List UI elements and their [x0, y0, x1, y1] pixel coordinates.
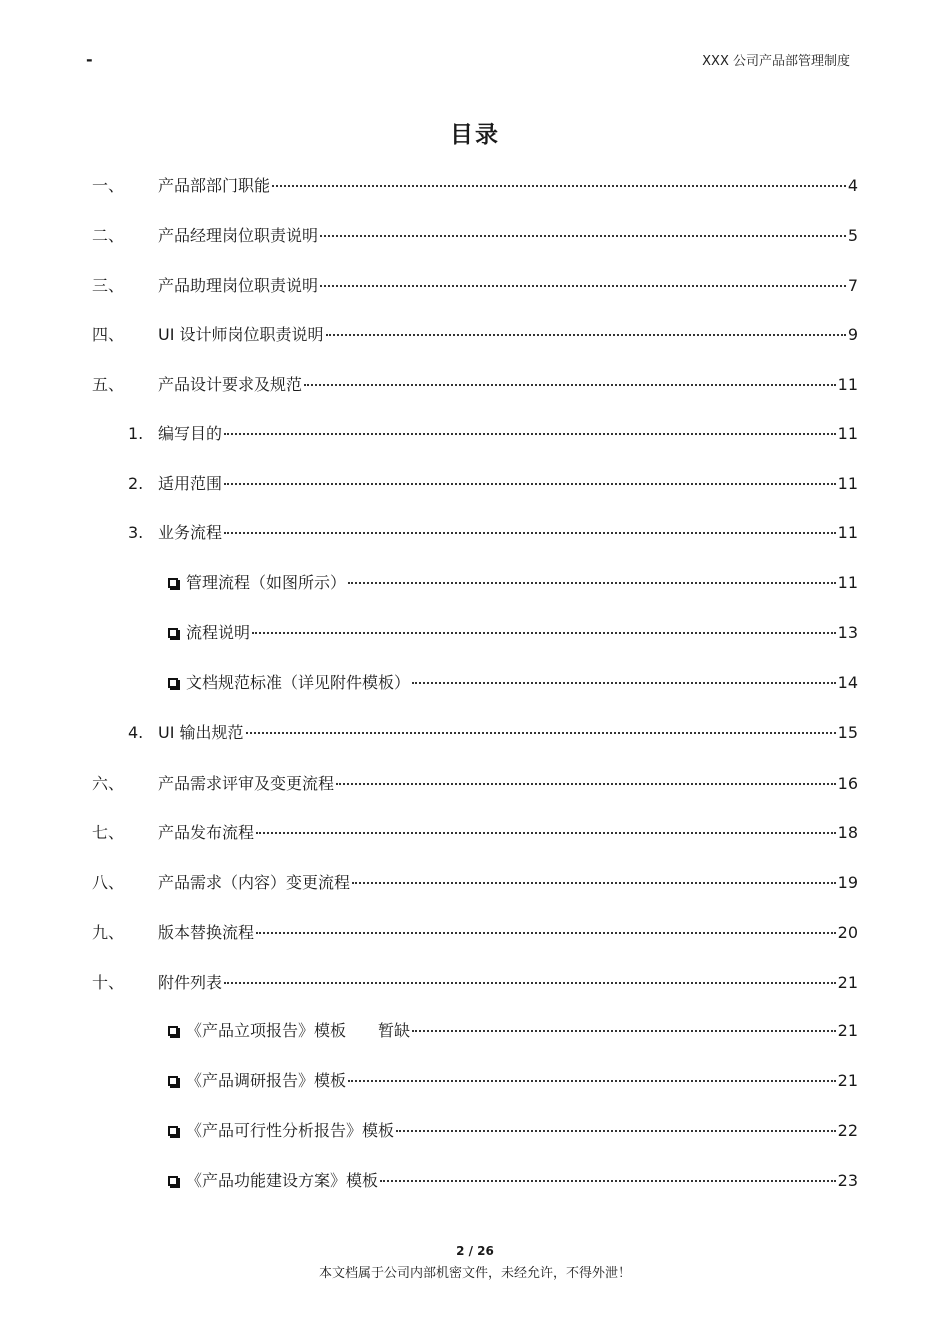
toc-entry[interactable]: [0, 872, 950, 894]
toc-entry-label: UI 输出规范: [158, 723, 244, 742]
toc-entry-page: 11: [837, 523, 858, 542]
checkbox-bullet-icon: [168, 1076, 178, 1086]
toc-entry-label: 产品设计要求及规范: [158, 375, 303, 394]
dot-leader: [336, 783, 836, 785]
toc-entry-page: 15: [837, 723, 858, 742]
toc-entry[interactable]: [0, 572, 950, 594]
toc-entry-label: 《产品调研报告》模板: [186, 1071, 347, 1090]
toc-entry-label: 产品助理岗位职责说明: [158, 276, 319, 295]
toc-entry-page: 13: [837, 623, 858, 642]
toc-entry-page: 11: [837, 375, 858, 394]
toc-entry-page: 14: [837, 673, 858, 692]
checkbox-bullet-icon: [168, 678, 178, 688]
page-number: 2 / 26: [456, 1244, 494, 1258]
page-title: 目录: [450, 122, 500, 148]
toc-entry-page: 7: [847, 276, 858, 295]
toc-entry[interactable]: [0, 972, 950, 994]
toc-entry-label: 适用范围: [158, 474, 223, 493]
toc-entry[interactable]: [0, 374, 950, 396]
toc-entry-number: 四、: [92, 325, 125, 344]
checkbox-bullet-icon: [168, 1026, 178, 1036]
toc-entry-number: 五、: [92, 375, 125, 394]
toc-entry-label: 管理流程（如图所示）: [186, 573, 347, 592]
toc-entry-label: 《产品可行性分析报告》模板: [186, 1121, 395, 1140]
toc-entry-label: 产品需求（内容）变更流程: [158, 873, 351, 892]
toc-entry-page: 21: [837, 973, 858, 992]
toc-entry[interactable]: [0, 225, 950, 247]
toc-entry-label: 《产品功能建设方案》模板: [186, 1171, 379, 1190]
toc-entry-number: 二、: [92, 226, 125, 245]
dot-leader: [224, 483, 836, 485]
dot-leader: [396, 1130, 836, 1132]
toc-entry[interactable]: [0, 175, 950, 197]
dot-leader: [320, 235, 846, 237]
dot-leader: [326, 334, 846, 336]
dot-leader: [272, 185, 846, 187]
dot-leader: [224, 433, 836, 435]
header-title: XXX 公司产品部管理制度: [702, 54, 850, 69]
toc-entry-label: 产品发布流程: [158, 823, 255, 842]
toc-entry-label: 产品经理岗位职责说明: [158, 226, 319, 245]
dot-leader: [380, 1180, 836, 1182]
toc-entry[interactable]: [0, 672, 950, 694]
toc-entry-page: 16: [837, 774, 858, 793]
toc-entry-page: 18: [837, 823, 858, 842]
toc-entry-page: 21: [837, 1071, 858, 1090]
toc-entry[interactable]: [0, 822, 950, 844]
dot-leader: [412, 1030, 836, 1032]
toc-entry-page: 11: [837, 573, 858, 592]
toc-entry[interactable]: [0, 423, 950, 445]
toc-entry[interactable]: [0, 1170, 950, 1192]
dot-leader: [252, 632, 836, 634]
toc-entry[interactable]: [0, 522, 950, 544]
toc-entry-page: 11: [837, 474, 858, 493]
toc-entry-page: 19: [837, 873, 858, 892]
toc-entry-page: 5: [847, 226, 858, 245]
dot-leader: [256, 832, 836, 834]
confidential-note: 本文档属于公司内部机密文件，未经允许，不得外泄！: [318, 1266, 631, 1281]
dot-leader: [224, 532, 836, 534]
toc-entry[interactable]: [0, 473, 950, 495]
toc-entry-label: 编写目的: [158, 424, 223, 443]
toc-entry-label: 《产品立项报告》模板 暂缺: [186, 1021, 411, 1040]
toc-entry-number: 一、: [92, 176, 125, 195]
toc-entry-label: UI 设计师岗位职责说明: [158, 325, 324, 344]
toc-entry-page: 22: [837, 1121, 858, 1140]
toc-entry[interactable]: [0, 324, 950, 346]
toc-entry-number: 六、: [92, 774, 125, 793]
toc-entry-number: 十、: [92, 973, 125, 992]
toc-entry-page: 4: [847, 176, 858, 195]
toc-entry-number: 九、: [92, 923, 125, 942]
toc-entry-number: 三、: [92, 276, 125, 295]
toc-entry[interactable]: [0, 275, 950, 297]
dot-leader: [224, 982, 836, 984]
toc-entry[interactable]: [0, 1020, 950, 1042]
toc-entry-number: 1.: [128, 424, 144, 443]
toc-entry-number: 八、: [92, 873, 125, 892]
toc-entry-label: 附件列表: [158, 973, 223, 992]
toc-entry-page: 20: [837, 923, 858, 942]
toc-entry-label: 业务流程: [158, 523, 223, 542]
toc-entry-label: 产品部部门职能: [158, 176, 271, 195]
dot-leader: [246, 732, 836, 734]
toc-entry-number: 3.: [128, 523, 144, 542]
toc-entry-number: 4.: [128, 723, 144, 742]
toc-entry[interactable]: [0, 773, 950, 795]
toc-entry-number: 2.: [128, 474, 144, 493]
toc-entry-label: 流程说明: [186, 623, 251, 642]
dot-leader: [352, 882, 836, 884]
toc-entry[interactable]: [0, 922, 950, 944]
checkbox-bullet-icon: [168, 578, 178, 588]
header-mark: -: [86, 50, 93, 69]
toc-entry[interactable]: [0, 722, 950, 744]
toc-entry[interactable]: [0, 622, 950, 644]
dot-leader: [348, 1080, 836, 1082]
toc-entry-label: 产品需求评审及变更流程: [158, 774, 335, 793]
toc-entry-page: 21: [837, 1021, 858, 1040]
toc-entry[interactable]: [0, 1070, 950, 1092]
checkbox-bullet-icon: [168, 1176, 178, 1186]
toc-entry-page: 11: [837, 424, 858, 443]
toc-entry-label: 文档规范标准（详见附件模板）: [186, 673, 411, 692]
dot-leader: [348, 582, 836, 584]
toc-entry-label: 版本替换流程: [158, 923, 255, 942]
toc-entry[interactable]: [0, 1120, 950, 1142]
checkbox-bullet-icon: [168, 628, 178, 638]
toc-entry-page: 23: [837, 1171, 858, 1190]
toc-entry-page: 9: [847, 325, 858, 344]
dot-leader: [320, 285, 846, 287]
dot-leader: [304, 384, 836, 386]
checkbox-bullet-icon: [168, 1126, 178, 1136]
dot-leader: [412, 682, 836, 684]
toc-entry-number: 七、: [92, 823, 125, 842]
dot-leader: [256, 932, 836, 934]
